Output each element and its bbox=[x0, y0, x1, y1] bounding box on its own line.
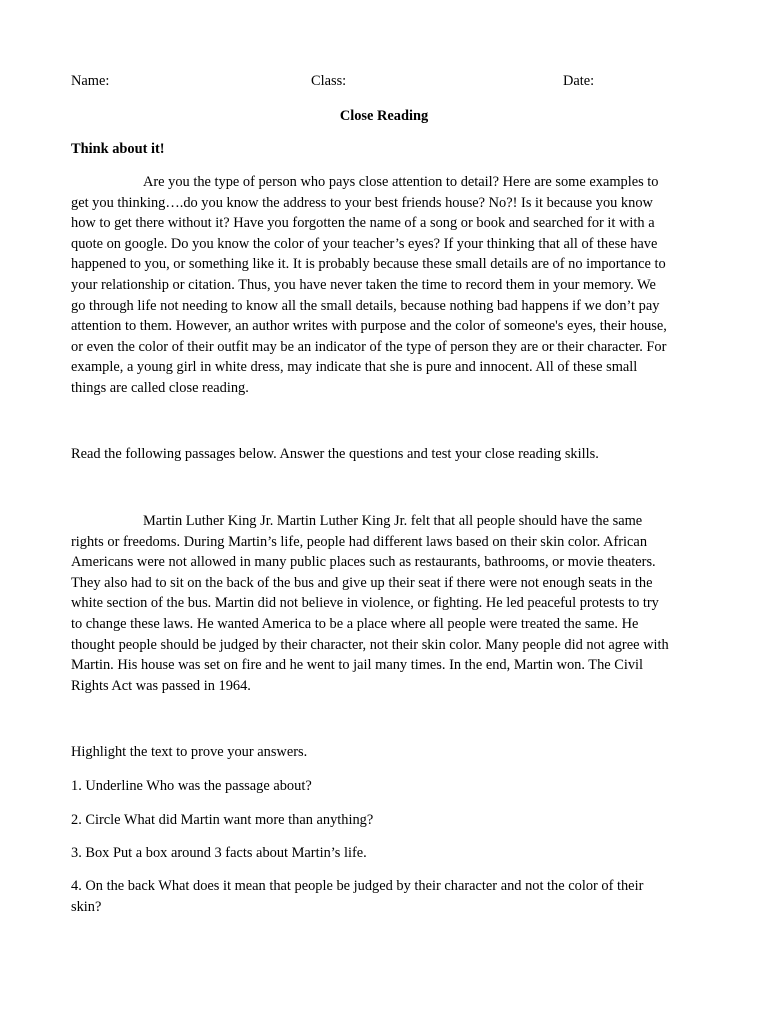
question-line: skin? bbox=[71, 898, 102, 915]
paragraph-line: or even the color of their outfit may be an indicator of the type of person they are or their character. For bbox=[71, 338, 667, 355]
passage-line: rights or freedoms. During Martin’s life, people had different laws based on their skin color. African bbox=[71, 533, 648, 550]
paragraph-line: your relationship or citation. Thus, you have never taken the time to record them in your memory. We bbox=[71, 276, 656, 293]
paragraph-line: example, a young girl in white dress, may indicate that she is pure and innocent. All of these small bbox=[71, 359, 638, 376]
name-label: Name: bbox=[71, 73, 110, 89]
paragraph-line: attention to them. However, an author writes with purpose and the color of someone's eyes, their house, bbox=[71, 318, 667, 335]
question-line: 4. On the back What does it mean that people be judged by their character and not the color of their bbox=[71, 878, 644, 894]
passage-line: Rights Act was passed in 1964. bbox=[71, 677, 251, 694]
question-3 bbox=[71, 843, 711, 864]
passage-line: Americans were not allowed in many public places such as restaurants, bathrooms, or movie theaters. bbox=[71, 554, 656, 571]
paragraph-line: go through life not needing to know all the small details, because nothing bad happens if we don’t pay bbox=[71, 297, 660, 314]
question-4 bbox=[71, 876, 711, 917]
paragraph-line: Are you the type of person who pays close attention to detail? Here are some examples to bbox=[143, 174, 659, 190]
paragraph-line: happened to you, or something like it. It is probably because these small details are of no importance to bbox=[71, 256, 666, 273]
paragraph-line: how to get there without it? Have you forgotten the name of a song or book and searched for it with a bbox=[71, 215, 655, 232]
class-label: Class: bbox=[311, 73, 347, 89]
section-heading: Think about it! bbox=[71, 141, 165, 157]
paragraph-line: quote on google. Do you know the color of your teacher’s eyes? If your thinking that all of these have bbox=[71, 235, 658, 252]
question-1 bbox=[71, 776, 711, 797]
mlk-passage bbox=[71, 511, 711, 696]
passage-line: white section of the bus. Martin did not believe in violence, or fighting. He led peaceful protests to try bbox=[71, 595, 659, 612]
passage-line: thought people should be judged by their character, not their skin color. Many people did not agree with bbox=[71, 636, 669, 653]
passage-line: Martin Luther King Jr. Martin Luther King Jr. felt that all people should have the same bbox=[143, 513, 643, 529]
paragraph-line: things are called close reading. bbox=[71, 379, 249, 396]
question-line: 1. Underline Who was the passage about? bbox=[71, 778, 312, 794]
date-label: Date: bbox=[563, 73, 595, 89]
question-line: 2. Circle What did Martin want more than anything? bbox=[71, 812, 374, 828]
reading-instruction: Read the following passages below. Answer the questions and test your close reading skills. bbox=[71, 446, 599, 462]
question-line: 3. Box Put a box around 3 facts about Martin’s life. bbox=[71, 845, 367, 861]
intro-paragraph bbox=[71, 172, 711, 399]
passage-line: Martin. His house was set on fire and he went to jail many times. In the end, Martin won. The Civil bbox=[71, 657, 644, 674]
highlight-instruction: Highlight the text to prove your answers. bbox=[71, 744, 308, 760]
passage-line: They also had to sit on the back of the bus and give up their seat if there were not enough seats in the bbox=[71, 574, 653, 591]
passage-line: to change these laws. He wanted America to be a place where all people were treated the same. He bbox=[71, 615, 639, 632]
paragraph-line: get you thinking….do you know the address to your best friends house? No?! Is it because you know bbox=[71, 194, 653, 211]
document-title: Close Reading bbox=[339, 108, 429, 124]
question-2 bbox=[71, 810, 711, 831]
